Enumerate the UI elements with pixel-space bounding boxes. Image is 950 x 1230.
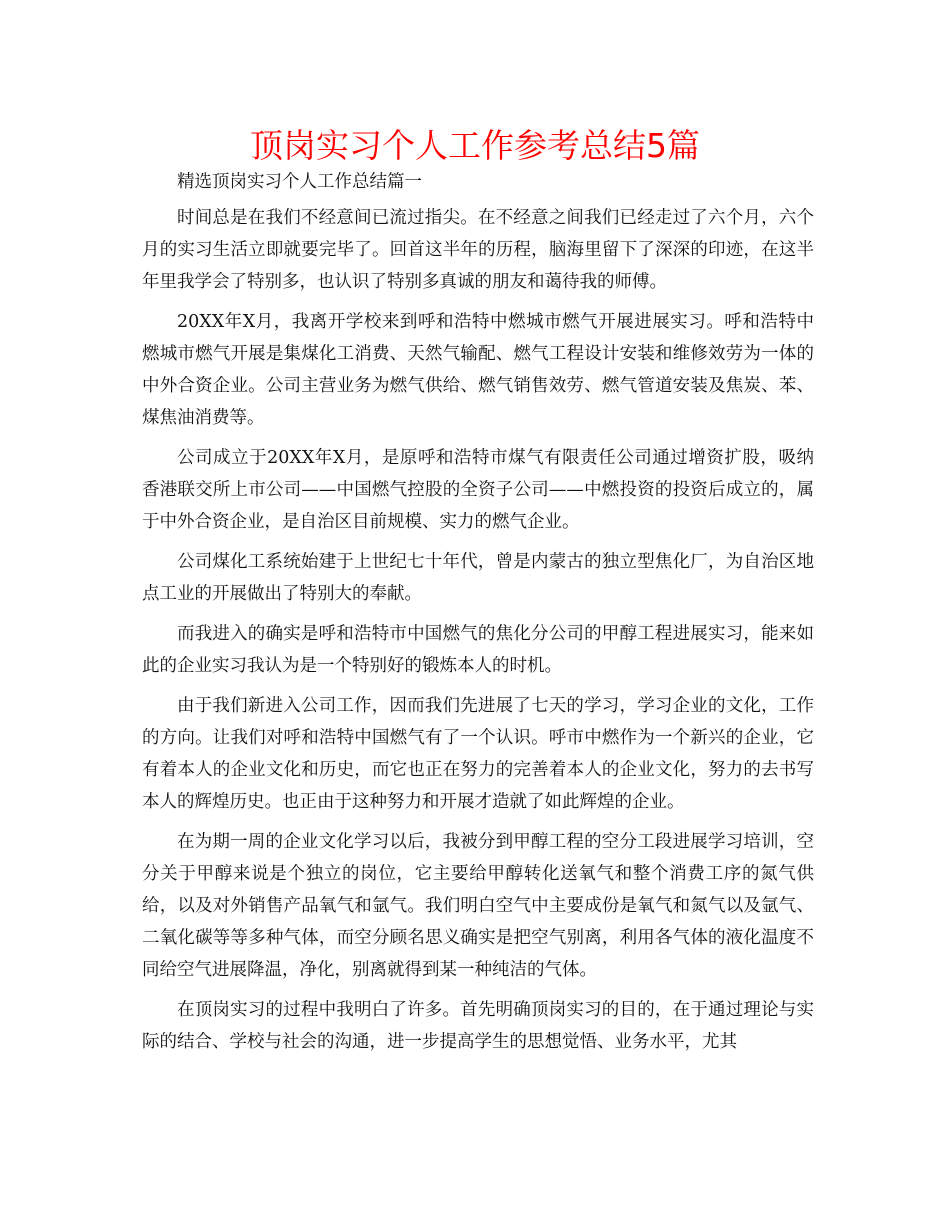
paragraph: 公司成立于20XX年X月，是原呼和浩特市煤气有限责任公司通过增资扩股，吸纳香港联交所上市公司——中国燃气控股的全资子公司——中燃投资的投资后成立的，属于中外合资企业，是自治区目前规模、实力的燃气企业。	[142, 448, 814, 532]
paragraph: 20XX年X月，我离开学校来到呼和浩特中燃城市燃气开展进展实习。呼和浩特中燃城市燃气开展是集煤化工消费、天然气输配、燃气工程设计安装和维修效劳为一体的中外合资企业。公司主营业务为燃气供给、燃气销售效劳、燃气管道安装及焦炭、苯、煤焦油消费等。	[142, 312, 814, 428]
paragraph: 时间总是在我们不经意间已流过指尖。在不经意之间我们已经走过了六个月，六个月的实习生活立即就要完毕了。回首这半年的历程，脑海里留下了深深的印迹，在这半年里我学会了特别多，也认识了特别多真诚的朋友和蔼待我的师傅。	[142, 208, 814, 292]
paragraph: 由于我们新进入公司工作，因而我们先进展了七天的学习，学习企业的文化，工作的方向。让我们对呼和浩特中国燃气有了一个认识。呼市中燃作为一个新兴的企业，它有着本人的企业文化和历史，而它也正在努力的完善着本人的企业文化，努力的去书写本人的辉煌历史。也正由于这种努力和开展才造就了如此辉煌的企业。	[142, 696, 814, 812]
document-body	[142, 166, 814, 1066]
paragraph: 在为期一周的企业文化学习以后，我被分到甲醇工程的空分工段进展学习培训，空分关于甲醇来说是个独立的岗位，它主要给甲醇转化送氧气和整个消费工序的氮气供给，以及对外销售产品氧气和氩气。我们明白空气中主要成份是氧气和氮气以及氩气、二氧化碳等等多种气体，而空分顾名思义确实是把空气别离，利用各气体的液化温度不同给空气进展降温，净化，别离就得到某一种纯洁的气体。	[142, 832, 814, 980]
document-title: 顶岗实习个人工作参考总结5篇	[250, 126, 700, 165]
paragraph: 而我进入的确实是呼和浩特市中国燃气的焦化分公司的甲醇工程进展实习，能来如此的企业实习我认为是一个特别好的锻炼本人的时机。	[142, 624, 814, 676]
paragraph: 公司煤化工系统始建于上世纪七十年代，曾是内蒙古的独立型焦化厂，为自治区地点工业的开展做出了特别大的奉献。	[142, 552, 814, 604]
section-heading: 精选顶岗实习个人工作总结篇一	[177, 172, 422, 192]
paragraph: 在顶岗实习的过程中我明白了许多。首先明确顶岗实习的目的，在于通过理论与实际的结合、学校与社会的沟通，进一步提高学生的思想觉悟、业务水平，尤其	[142, 1000, 814, 1052]
